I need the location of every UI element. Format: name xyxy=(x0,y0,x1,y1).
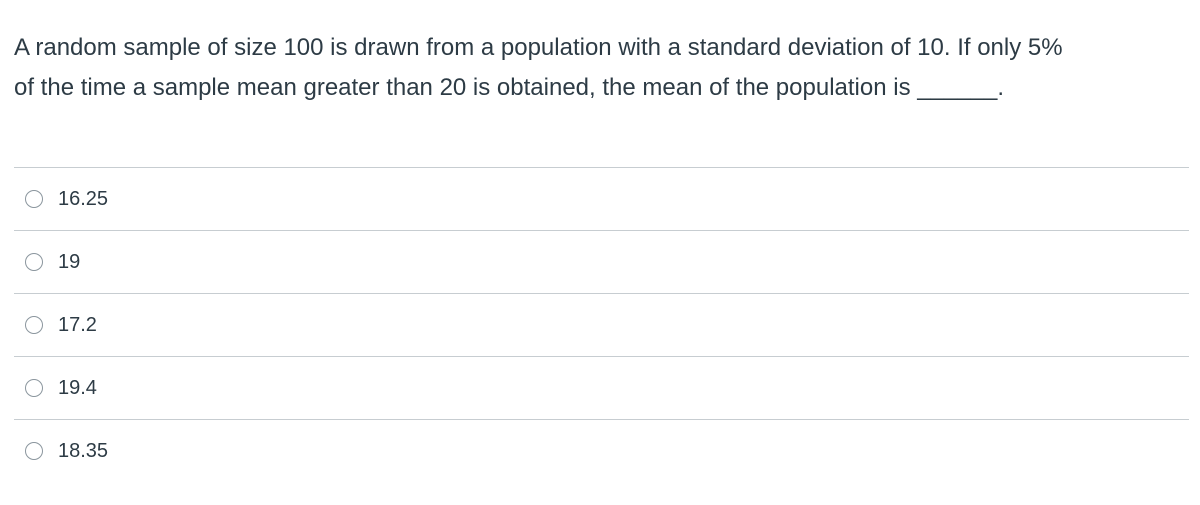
question-line-2: of the time a sample mean greater than 20 is obtained, the mean of the population is ______. xyxy=(14,74,1004,101)
question-line-1: A random sample of size 100 is drawn from a population with a standard deviation of 10. If only 5% xyxy=(14,34,1063,61)
radio-button-icon[interactable] xyxy=(25,190,43,208)
question-text xyxy=(14,28,1189,108)
answer-option-5[interactable] xyxy=(14,419,1189,482)
answer-option-2[interactable] xyxy=(14,230,1189,293)
radio-button-icon[interactable] xyxy=(25,379,43,397)
radio-button-icon[interactable] xyxy=(25,253,43,271)
answer-list xyxy=(14,167,1189,482)
answer-label: 17.2 xyxy=(58,313,97,336)
radio-button-icon[interactable] xyxy=(25,316,43,334)
answer-option-4[interactable] xyxy=(14,356,1189,419)
answer-label: 19.4 xyxy=(58,376,97,399)
answer-option-3[interactable] xyxy=(14,293,1189,356)
answer-option-1[interactable] xyxy=(14,167,1189,230)
answer-label: 19 xyxy=(58,250,81,273)
answer-label: 16.25 xyxy=(58,187,109,210)
radio-button-icon[interactable] xyxy=(25,442,43,460)
answer-label: 18.35 xyxy=(58,439,109,462)
